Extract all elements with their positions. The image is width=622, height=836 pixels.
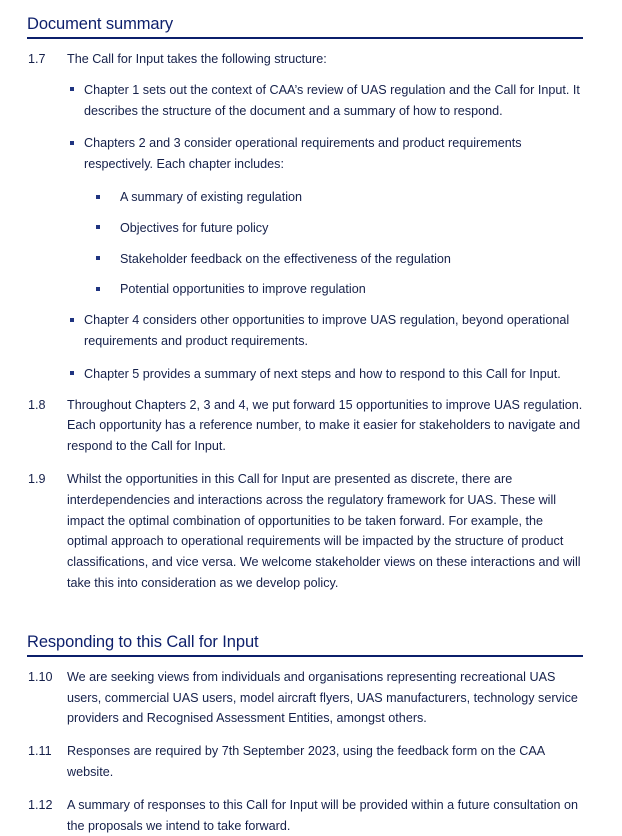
list-item	[70, 310, 585, 352]
paragraph-number: 1.12	[28, 797, 53, 812]
numbered-paragraph	[28, 741, 586, 783]
numbered-paragraph	[28, 667, 586, 729]
list-item	[96, 249, 585, 270]
section-heading-responding: Responding to this Call for Input	[27, 632, 259, 651]
list-item-text: Chapter 4 considers other opportunities to improve UAS regulation, beyond operational requirements and product requirements.	[84, 313, 570, 348]
list-item-text: Stakeholder feedback on the effectiveness of the regulation	[120, 251, 451, 266]
square-bullet-icon	[70, 364, 84, 385]
square-bullet-icon	[70, 133, 84, 154]
list-item-text: Chapter 5 provides a summary of next steps and how to respond to this Call for Input.	[84, 366, 561, 381]
paragraph-text: We are seeking views from individuals and organisations representing recreational UAS users, commercial UAS users, model aircraft flyers, UAS manufacturers, technology service providers and Recognised Assessment Entities, amongst others.	[67, 669, 578, 726]
paragraph-text: A summary of responses to this Call for Input will be provided within a future consultation on the proposals we intend to take forward.	[67, 797, 579, 833]
section-responding-to-call-for-input	[0, 594, 622, 836]
list-item	[96, 187, 585, 208]
list-item	[70, 364, 585, 385]
paragraph-text: Throughout Chapters 2, 3 and 4, we put forward 15 opportunities to improve UAS regulation. Each opportunity has a reference number, to make it easier for stakeholders to navigate and respond to the Call for Input.	[67, 397, 583, 454]
list-item-text: Chapter 1 sets out the context of CAA’s review of UAS regulation and the Call for Input. It describes the structure of the document and a summary of how to respond.	[84, 82, 580, 118]
list-item-text: Chapters 2 and 3 consider operational requirements and product requirements respectively. Each chapter includes:	[84, 136, 522, 172]
paragraph-number: 1.8	[28, 397, 46, 412]
numbered-paragraph	[28, 49, 585, 70]
list-item	[96, 218, 585, 239]
list-item	[96, 279, 585, 300]
list-item-text: Potential opportunities to improve regulation	[120, 282, 366, 297]
paragraph-number: 1.9	[28, 471, 46, 486]
paragraph-text: Responses are required by 7th September 2023, using the feedback form on the CAA website.	[67, 744, 545, 779]
square-bullet-icon	[96, 279, 120, 300]
numbered-paragraph	[28, 795, 586, 836]
list-item-text: Objectives for future policy	[120, 220, 269, 235]
list-item	[70, 80, 585, 122]
square-bullet-icon	[70, 80, 84, 101]
paragraph-number: 1.7	[28, 52, 46, 66]
square-bullet-icon	[96, 249, 120, 270]
list-item-text: A summary of existing regulation	[120, 189, 302, 204]
numbered-paragraph	[28, 469, 586, 594]
numbered-paragraph	[28, 395, 585, 457]
square-bullet-icon	[96, 187, 120, 208]
paragraph-number: 1.10	[28, 669, 53, 684]
section-heading-document-summary: Document summary	[27, 15, 174, 33]
list-item	[70, 133, 585, 175]
paragraph-text: The Call for Input takes the following structure:	[67, 52, 327, 66]
square-bullet-icon	[96, 218, 120, 239]
square-bullet-icon	[70, 310, 84, 331]
paragraph-number: 1.11	[28, 744, 52, 759]
paragraph-text: Whilst the opportunities in this Call for Input are presented as discrete, there are interdependencies and interactions across the regulatory framework for UAS. These will impact the optimal combination of opportunities to be taken forward. For example, the optimal approach to operational requirements will be impacted by the structure of product classifications, and vice versa. We welcome stakeholder views on these interactions and will take this into consideration as we develop policy.	[67, 471, 581, 590]
